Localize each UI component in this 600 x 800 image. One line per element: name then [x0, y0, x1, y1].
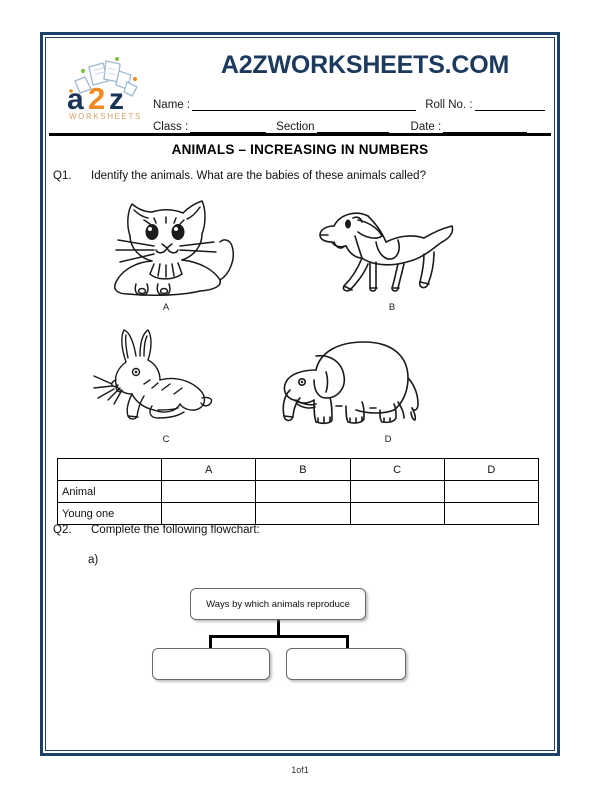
svg-text:z: z: [109, 83, 124, 116]
table-header-blank: [58, 459, 162, 481]
rabbit-illustration-icon: [92, 326, 232, 422]
cell-animal-b[interactable]: [256, 481, 350, 503]
row-label-animal: Animal: [58, 481, 162, 503]
brand-title: A2ZWORKSHEETS.COM: [220, 51, 510, 79]
worksheet-header: [49, 41, 551, 135]
flowchart-right-answer-box[interactable]: [286, 648, 406, 680]
table-row: [58, 503, 539, 525]
header-divider: [49, 133, 551, 136]
figure-label-d: D: [384, 434, 392, 445]
class-input[interactable]: [190, 120, 266, 133]
cell-animal-a[interactable]: [162, 481, 256, 503]
svg-text:WORKSHEETS: WORKSHEETS: [69, 112, 142, 121]
q2-text: Complete the following flowchart:: [91, 524, 260, 536]
dog-illustration-icon: [312, 202, 460, 298]
table-row: [58, 481, 539, 503]
svg-text:a: a: [67, 83, 84, 116]
flowchart-left-answer-box[interactable]: [152, 648, 270, 680]
page-indicator: 1of1: [291, 765, 309, 775]
date-label: Date :: [410, 121, 442, 133]
table-header-a: A: [162, 459, 256, 481]
q1-number: Q1.: [53, 170, 72, 182]
roll-no-input[interactable]: [475, 98, 545, 111]
cell-young-a[interactable]: [162, 503, 256, 525]
flow-connector-bar: [209, 635, 349, 638]
roll-no-label: Roll No. :: [425, 99, 473, 111]
flowchart-top-box: Ways by which animals reproduce: [190, 588, 366, 620]
section-label: Section: [276, 121, 315, 133]
class-label: Class :: [153, 121, 189, 133]
cell-animal-d[interactable]: [444, 481, 538, 503]
cell-young-c[interactable]: [350, 503, 444, 525]
section-input[interactable]: [317, 120, 389, 133]
row-label-young-one: Young one: [58, 503, 162, 525]
q2-sub-label: a): [88, 554, 99, 566]
q2-number: Q2.: [53, 524, 72, 536]
student-info-fields: [153, 89, 545, 133]
figure-label-a: A: [162, 302, 170, 313]
flow-connector-left: [209, 635, 212, 649]
field-row-name: [153, 89, 545, 111]
reproduce-flowchart: [150, 588, 410, 680]
elephant-illustration-icon: [272, 330, 428, 426]
animals-answer-table: [57, 458, 539, 525]
page-title: ANIMALS – INCREASING IN NUMBERS: [171, 142, 429, 157]
q1-text: Identify the animals. What are the babies of these animals called?: [91, 170, 426, 182]
date-input[interactable]: [443, 120, 527, 133]
name-input[interactable]: [192, 98, 416, 111]
field-row-class: [153, 111, 545, 133]
table-header-d: D: [444, 459, 538, 481]
svg-text:2: 2: [88, 81, 106, 116]
figure-label-c: C: [162, 434, 170, 445]
table-header-row: [58, 459, 539, 481]
name-label: Name :: [153, 99, 191, 111]
figure-label-b: B: [388, 302, 396, 313]
cat-illustration-icon: [96, 196, 238, 298]
cell-animal-c[interactable]: [350, 481, 444, 503]
table-header-b: B: [256, 459, 350, 481]
cell-young-b[interactable]: [256, 503, 350, 525]
flow-connector-right: [346, 635, 349, 649]
cell-young-d[interactable]: [444, 503, 538, 525]
a2z-worksheets-logo-icon: [61, 51, 147, 123]
table-header-c: C: [350, 459, 444, 481]
